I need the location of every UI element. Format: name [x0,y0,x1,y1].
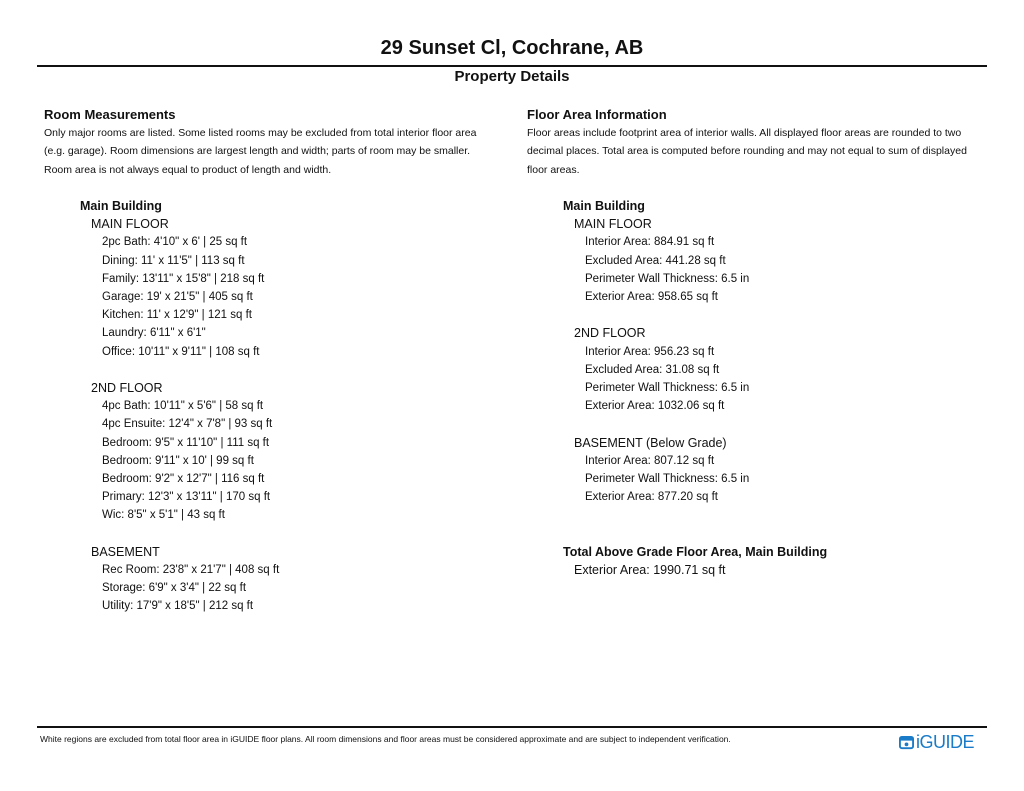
page-subtitle: Property Details [454,68,570,85]
floor-name-main: MAIN FLOOR [91,217,169,232]
room-entry: 2pc Bath: 4'10" x 6' | 25 sq ft [102,236,248,249]
spacer [563,306,993,324]
room-measurements-list [80,197,500,616]
room-entry: Bedroom: 9'5" x 11'10" | 111 sq ft [102,436,270,449]
room-entry: Wic: 8'5" x 5'1" | 43 sq ft [102,509,225,522]
room-entry: Primary: 12'3" x 13'11" | 170 sq ft [102,491,271,504]
iguide-logo-icon [899,735,914,750]
floor-name-basement: BASEMENT (Below Grade) [574,435,727,450]
area-entry: Interior Area: 956.23 sq ft [585,345,715,358]
description-line: Room area is not always equal to product of length and width. [44,163,332,176]
floor-area-description [527,124,992,179]
area-entry: Perimeter Wall Thickness: 6.5 in [585,272,750,285]
room-entry: 4pc Bath: 10'11" x 5'6" | 58 sq ft [102,400,264,413]
floor-area-intro [527,106,992,179]
description-line: (e.g. garage). Room dimensions are largest length and width; parts of room may be smaller. [44,145,471,158]
description-line: Floor areas include footprint area of interior walls. All displayed floor areas are rounded to two [527,127,962,139]
room-measurements-description [44,124,504,179]
floor-area-heading: Floor Area Information [527,107,667,122]
area-entry: Excluded Area: 441.28 sq ft [585,254,726,267]
spacer [563,525,993,543]
spacer [563,506,993,524]
room-entry: Laundry: 6'11" x 6'1" [102,327,206,340]
description-line: decimal places. Total area is computed before rounding and may not equal to sum of displayed [527,145,967,158]
floor-name-basement: BASEMENT [91,544,160,559]
footer-disclaimer: White regions are excluded from total floor area in iGUIDE floor plans. All room dimensions and floor areas must be considered approximate and are subject to independent verification. [40,734,731,744]
total-area-value: Exterior Area: 1990.71 sq ft [574,563,726,577]
description-line: Only major rooms are listed. Some listed rooms may be excluded from total interior floor area [44,127,477,139]
building-name: Main Building [563,199,645,213]
room-entry: Bedroom: 9'11" x 10' | 99 sq ft [102,454,254,467]
room-entry: Family: 13'11" x 15'8" | 218 sq ft [102,272,265,285]
area-entry: Exterior Area: 877.20 sq ft [585,491,718,504]
spacer [80,361,500,379]
room-entry: 4pc Ensuite: 12'4" x 7'8" | 93 sq ft [102,418,273,431]
building-name: Main Building [80,199,162,213]
spacer [80,525,500,543]
area-entry: Interior Area: 884.91 sq ft [585,236,715,249]
footer-divider [37,726,987,728]
room-entry: Dining: 11' x 11'5" | 113 sq ft [102,254,245,267]
header-divider [37,65,987,67]
page-title: 29 Sunset Cl, Cochrane, AB [380,37,644,59]
room-entry: Garage: 19' x 21'5" | 405 sq ft [102,291,253,304]
room-entry: Bedroom: 9'2" x 12'7" | 116 sq ft [102,473,265,486]
area-entry: Perimeter Wall Thickness: 6.5 in [585,382,750,395]
room-entry: Storage: 6'9" x 3'4" | 22 sq ft [102,582,247,595]
room-entry: Office: 10'11" x 9'11" | 108 sq ft [102,345,260,358]
room-entry: Utility: 17'9" x 18'5" | 212 sq ft [102,600,254,613]
area-entry: Interior Area: 807.12 sq ft [585,454,715,467]
room-entry: Rec Room: 23'8" x 21'7" | 408 sq ft [102,564,280,577]
total-area-heading: Total Above Grade Floor Area, Main Building [563,544,828,559]
iguide-logo-text: iGUIDE [916,732,975,752]
floor-name-2nd: 2ND FLOOR [574,326,646,341]
spacer [563,415,993,433]
floor-area-list [563,197,993,579]
description-line: floor areas. [527,163,580,176]
area-entry: Excluded Area: 31.08 sq ft [585,363,720,376]
floor-name-2nd: 2ND FLOOR [91,381,163,396]
room-entry: Kitchen: 11' x 12'9" | 121 sq ft [102,309,252,322]
area-entry: Exterior Area: 958.65 sq ft [585,291,718,304]
room-measurements-heading: Room Measurements [44,107,176,122]
floor-name-main: MAIN FLOOR [574,217,652,232]
room-measurements-intro [44,106,504,179]
iguide-logo [899,731,974,753]
area-entry: Perimeter Wall Thickness: 6.5 in [585,473,750,486]
area-entry: Exterior Area: 1032.06 sq ft [585,400,725,413]
